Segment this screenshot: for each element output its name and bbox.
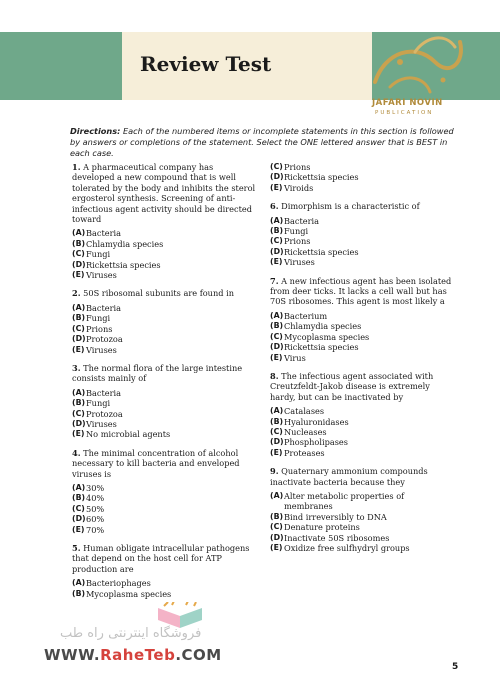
question-item [72, 288, 257, 354]
question-stem [72, 543, 257, 574]
answer-option [72, 589, 257, 599]
answer-option [72, 334, 257, 344]
answer-option [270, 257, 455, 267]
question-item [270, 466, 455, 553]
answer-option [72, 429, 257, 439]
option-letter: (D) [270, 437, 284, 447]
option-letter: (B) [270, 226, 284, 236]
option-text: Mycoplasma species [284, 331, 370, 342]
answer-option [72, 504, 257, 514]
answer-option [72, 313, 257, 323]
question-stem [270, 201, 455, 211]
question-item [72, 363, 257, 440]
option-text: Chlamydia species [284, 321, 362, 332]
option-text: Inactivate 50S ribosomes [284, 532, 390, 543]
option-letter: (E) [72, 270, 85, 280]
question-number: 5. [72, 543, 81, 553]
question-text: The normal flora of the large intestine consists mainly of [72, 362, 243, 384]
option-text: Viruses [86, 344, 117, 355]
option-text: Bacteria [86, 228, 122, 239]
option-letter: (E) [72, 524, 85, 534]
publisher-name: JAFARI NOVIN [372, 98, 443, 108]
option-text: Bacteria [86, 302, 122, 313]
option-letter: (A) [270, 215, 284, 225]
option-letter: (D) [270, 342, 284, 352]
answer-option [72, 578, 257, 588]
question-number: 9. [270, 466, 279, 477]
right-column [270, 162, 455, 561]
answer-option [72, 483, 257, 493]
option-text: 60% [86, 514, 105, 525]
option-letter: (C) [72, 503, 85, 513]
answer-option [72, 409, 257, 419]
watermark-persian-text: فروشگاه اینترنتی راه طب [60, 626, 202, 641]
option-letter: (B) [72, 398, 86, 408]
question-stem [72, 363, 257, 384]
question-text: The minimal concentration of alcohol necessary to kill bacteria and enveloped viruses is [72, 447, 240, 479]
option-letter: (D) [72, 514, 86, 524]
option-text: Fungi [86, 249, 111, 260]
question-text: Quaternary ammonium compounds inactivate bacteria because they [270, 466, 428, 487]
question-item [72, 543, 257, 599]
answer-option [72, 514, 257, 524]
answer-option [270, 332, 455, 342]
answer-option [72, 249, 257, 259]
publisher-subtitle: PUBLICATION [375, 110, 434, 116]
answer-option [270, 491, 455, 512]
question-number: 1. [72, 162, 81, 172]
answer-option [72, 228, 257, 238]
option-text: Viroids [284, 182, 314, 193]
option-letter: (D) [72, 418, 86, 428]
option-text: Fungi [86, 398, 111, 409]
answer-option [270, 406, 455, 416]
option-text: Prions [86, 323, 113, 334]
option-text: Bacteriophages [86, 578, 151, 589]
option-letter: (D) [72, 334, 86, 344]
answer-option [72, 303, 257, 313]
answer-option [72, 525, 257, 535]
option-text: Mycoplasma species [86, 588, 172, 599]
answer-option [270, 437, 455, 447]
option-text: Virus [284, 352, 306, 363]
answer-option [270, 183, 455, 193]
question-text: A new infectious agent has been isolated from deer ticks. It lacks a cell wall but has 70S ribosomes. This agent is most likely a [270, 275, 452, 307]
option-letter: (A) [72, 387, 86, 397]
answer-option [270, 417, 455, 427]
url-suffix: .COM [175, 646, 222, 664]
answer-option [270, 353, 455, 363]
option-letter: (C) [270, 236, 283, 246]
answer-option [270, 321, 455, 331]
option-text: Alter metabolic properties of membranes [284, 490, 405, 512]
question-item [72, 162, 257, 280]
answer-option [270, 543, 455, 553]
page-title: Review Test [140, 52, 272, 76]
option-text: Catalases [284, 406, 325, 417]
url-prefix: WWW. [44, 646, 101, 664]
question-text: The infectious agent associated with Creutzfeldt-Jakob disease is extremely hardy, but can be inactivated by [270, 370, 434, 402]
answer-option [270, 236, 455, 246]
option-text: 30% [86, 482, 105, 493]
option-letter: (D) [72, 259, 86, 269]
answer-option [72, 270, 257, 280]
option-letter: (A) [72, 302, 86, 312]
option-letter: (E) [270, 543, 283, 552]
url-accent: RaheTeb [100, 646, 176, 664]
option-text: No microbial agents [86, 429, 171, 440]
question-text: A pharmaceutical company has developed a new compound that is well tolerated by the body and inhibits the sterol ergosterol synthesis. Screening of anti-infectious agent activity should be directed toward [72, 162, 256, 225]
option-letter: (E) [270, 447, 283, 457]
option-text: Proteases [284, 447, 325, 458]
option-letter: (E) [270, 352, 283, 362]
directions [70, 126, 460, 159]
answer-option [270, 533, 455, 543]
option-letter: (C) [270, 162, 283, 171]
option-text: 70% [86, 524, 105, 535]
option-letter: (A) [270, 310, 284, 320]
answer-option [270, 226, 455, 236]
option-text: Rickettsia species [284, 246, 359, 257]
option-text: Protozoa [86, 408, 123, 419]
answer-option [270, 448, 455, 458]
option-text: Prions [284, 162, 311, 172]
answer-option [270, 162, 455, 172]
option-text: Fungi [86, 313, 111, 324]
option-letter: (B) [72, 313, 86, 323]
option-text: Bacterium [284, 310, 328, 321]
option-text: Chlamydia species [86, 238, 164, 249]
option-letter: (B) [72, 588, 86, 598]
question-number: 3. [72, 362, 81, 373]
option-letter: (C) [270, 331, 283, 341]
option-letter: (B) [72, 493, 86, 503]
option-letter: (D) [270, 172, 284, 182]
directions-text: Each of the numbered items or incomplete statements in this section is followed by answers or completions of the statement. Select the ONE lettered answer that is BEST in each case. [70, 126, 454, 158]
option-letter: (A) [72, 482, 86, 492]
option-text: 50% [86, 503, 105, 514]
option-text: Bacteria [86, 387, 122, 398]
option-text: Viruses [86, 418, 117, 429]
option-text: Bind irreversibly to DNA [284, 511, 387, 522]
option-text: Oxidize free sulfhydryl groups [284, 543, 410, 553]
option-letter: (A) [72, 578, 86, 588]
question-text: Human obligate intracellular pathogens that depend on the host cell for ATP production are [72, 543, 250, 574]
question-text: Dimorphism is a characteristic of [281, 201, 420, 212]
question-stem [270, 276, 455, 307]
option-letter: (A) [72, 228, 86, 238]
answer-option [72, 345, 257, 355]
option-text: Protozoa [86, 334, 123, 345]
question-stem [270, 466, 455, 487]
option-text: Viruses [284, 257, 315, 268]
answer-option [270, 522, 455, 532]
option-letter: (E) [72, 429, 85, 439]
answer-option [72, 419, 257, 429]
option-letter: (A) [270, 406, 284, 416]
option-letter: (B) [270, 321, 284, 331]
option-letter: (C) [270, 522, 283, 532]
question-number: 4. [72, 447, 81, 458]
option-text: Hyaluronidases [284, 416, 349, 427]
answer-option [72, 398, 257, 408]
option-letter: (B) [270, 511, 284, 521]
answer-option [270, 172, 455, 182]
option-text: Bacteria [284, 215, 320, 226]
option-letter: (B) [270, 416, 284, 426]
option-text: Denature proteins [284, 522, 360, 533]
option-letter: (C) [270, 426, 283, 436]
answer-option [270, 342, 455, 352]
option-letter: (C) [72, 323, 85, 333]
option-text: 40% [86, 493, 105, 504]
answer-option [72, 493, 257, 503]
question-item [270, 371, 455, 458]
option-letter: (C) [72, 408, 85, 418]
question-number: 8. [270, 370, 279, 381]
question-item [270, 276, 455, 363]
answer-option [270, 512, 455, 522]
answer-option [270, 427, 455, 437]
option-letter: (D) [270, 532, 284, 542]
option-letter: (E) [270, 182, 283, 192]
question-item [270, 201, 455, 267]
question-number: 2. [72, 288, 81, 299]
option-text: Nucleases [284, 426, 327, 437]
option-text: Rickettsia species [284, 342, 359, 353]
question-stem [270, 371, 455, 402]
option-letter: (E) [270, 257, 283, 267]
question-number: 6. [270, 201, 279, 212]
option-letter: (B) [72, 238, 86, 248]
option-text: Phospholipases [284, 437, 348, 448]
answer-option [72, 388, 257, 398]
question-item [270, 162, 455, 193]
question-text: 50S ribosomal subunits are found in [83, 288, 234, 299]
watermark-url [44, 646, 222, 664]
option-letter: (C) [72, 249, 85, 259]
option-text: Fungi [284, 226, 309, 237]
option-text: Prions [284, 236, 311, 247]
answer-option [270, 247, 455, 257]
option-letter: (E) [72, 344, 85, 354]
question-item [72, 448, 257, 535]
option-letter: (A) [270, 490, 284, 500]
question-stem [72, 448, 257, 479]
page-number: 5 [452, 662, 459, 672]
option-text: Rickettsia species [284, 172, 359, 183]
answer-option [270, 216, 455, 226]
answer-option [270, 311, 455, 321]
question-number: 7. [270, 275, 279, 286]
left-column [72, 162, 257, 607]
answer-option [72, 239, 257, 249]
answer-option [72, 260, 257, 270]
option-text: Viruses [86, 270, 117, 281]
option-letter: (D) [270, 246, 284, 256]
directions-label: Directions: [70, 126, 121, 136]
option-text: Rickettsia species [86, 259, 161, 270]
question-stem [72, 288, 257, 298]
question-stem [72, 162, 257, 224]
answer-option [72, 324, 257, 334]
